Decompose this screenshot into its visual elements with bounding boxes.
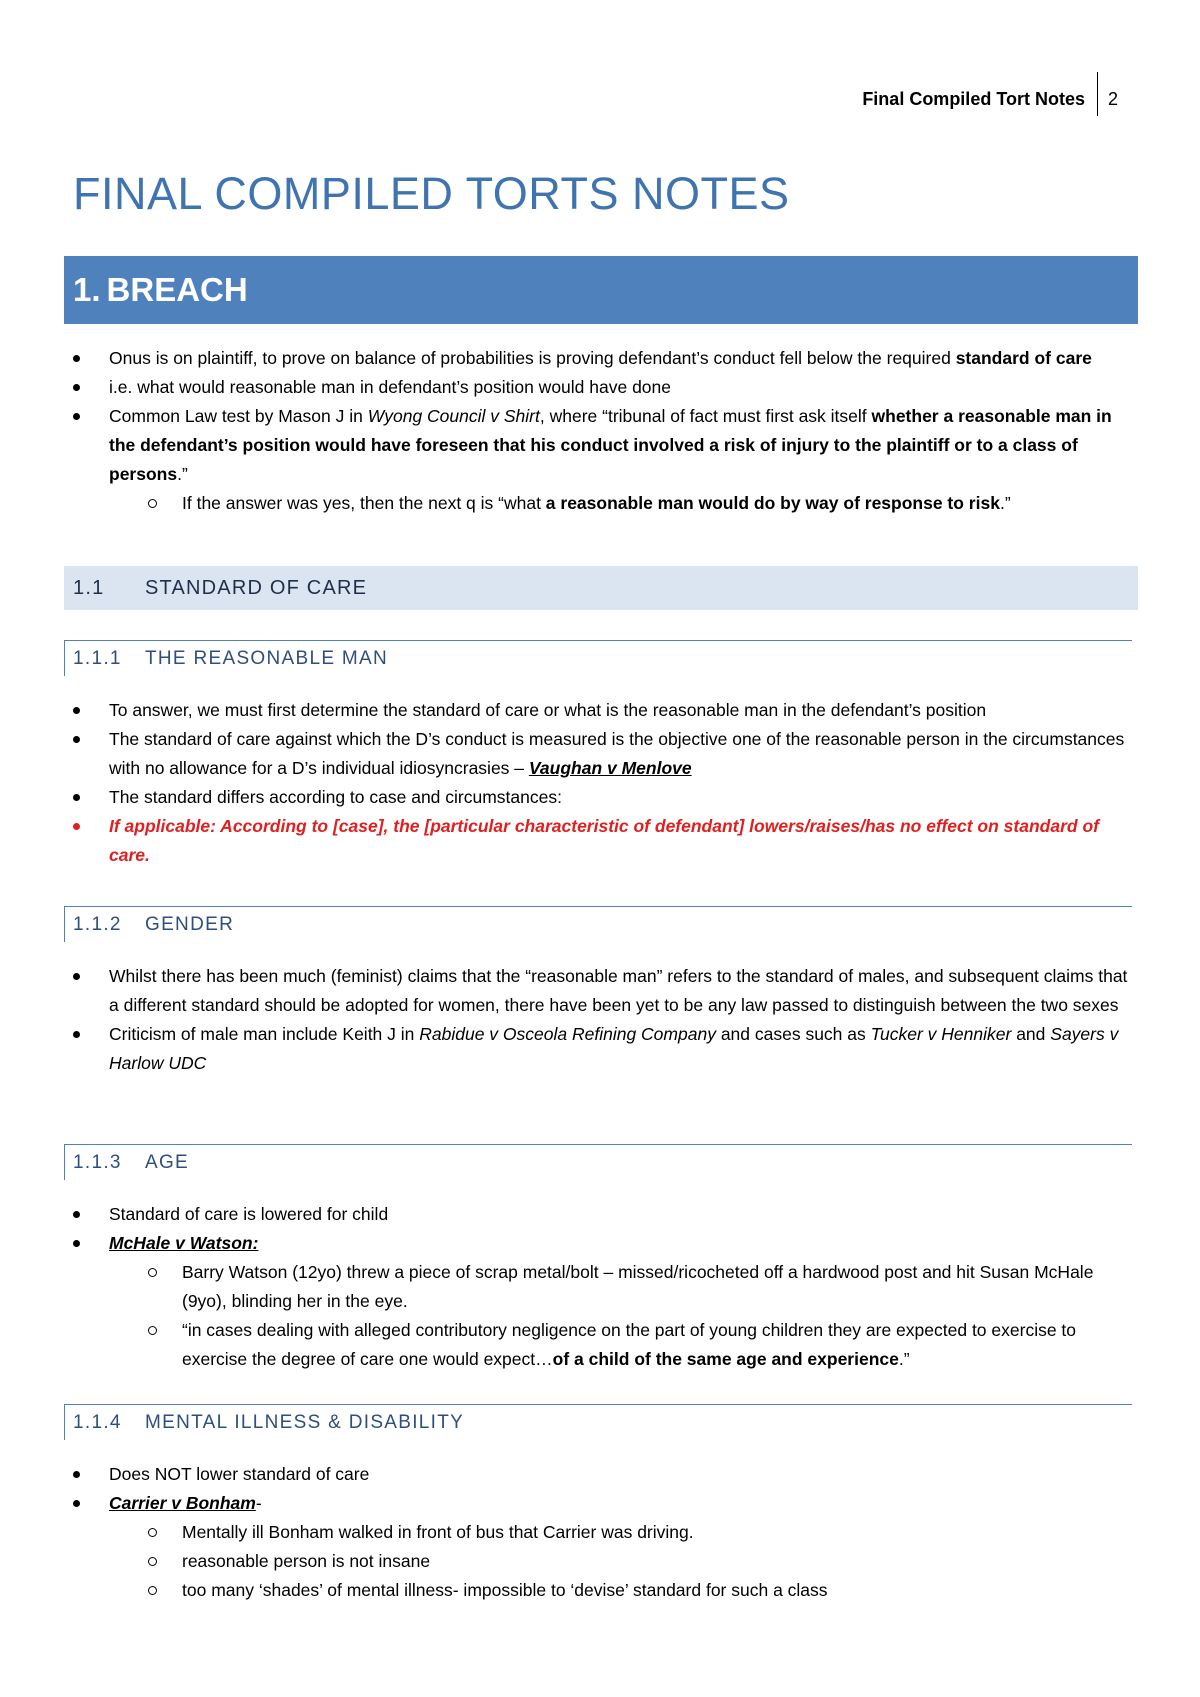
list-item: too many ‘shades’ of mental illness- impossible to ‘devise’ standard for such a class [0,1576,1200,1605]
heading-age: 1.1.3 AGE [64,1144,1132,1180]
running-title: Final Compiled Tort Notes [862,88,1085,109]
heading-mental-illness: 1.1.4 MENTAL ILLNESS & DISABILITY [64,1404,1132,1440]
heading-text: BREACH [106,271,248,308]
bullet-icon [73,413,80,420]
list-item: Onus is on plaintiff, to prove on balance of probabilities is proving defendant’s conduct fell below the required standard of care [0,344,1200,373]
list-item: If the answer was yes, then the next q is “what a reasonable man would do by way of response to risk.” [0,489,1200,518]
list-item: If applicable: According to [case], the [particular characteristic of defendant] lowers/raises/has no effect on standard of care. [0,812,1200,870]
sub-bullet-icon [148,1528,157,1537]
bullet-icon [73,1031,80,1038]
bullet-icon [73,973,80,980]
list-item: Carrier v Bonham- [0,1489,1200,1518]
page-number: 2 [1107,88,1118,109]
list-item: Does NOT lower standard of care [0,1460,1200,1489]
gender-list [0,962,1200,1078]
mental-illness-list [0,1460,1200,1605]
sub-bullet-icon [148,1586,157,1595]
bullet-icon [73,1471,80,1478]
list-item: The standard of care against which the D’s conduct is measured is the objective one of the reasonable person in the circumstances with no allowance for a D’s individual idiosyncrasies – Vaughan v Menlove [0,725,1200,783]
list-item: Barry Watson (12yo) threw a piece of scrap metal/bolt – missed/ricocheted off a hardwood post and hit Susan McHale (9yo), blinding her in the eye. [0,1258,1200,1316]
bullet-icon [73,736,80,743]
heading-number: 1. [73,271,101,308]
age-list [0,1200,1200,1374]
bullet-icon [73,1211,80,1218]
bullet-icon [73,355,80,362]
bullet-icon [73,1240,80,1247]
list-item: Criticism of male man include Keith J in Rabidue v Osceola Refining Company and cases such as Tucker v Henniker and Sayers v Harlow UDC [0,1020,1200,1078]
running-header [862,82,1118,116]
sub-bullet-icon [148,499,157,508]
heading-breach [64,256,1138,324]
list-item: To answer, we must first determine the standard of care or what is the reasonable man in the defendant’s position [0,696,1200,725]
heading-reasonable-man: 1.1.1 THE REASONABLE MAN [64,640,1132,676]
bullet-icon [73,794,80,801]
reasonable-man-list [0,696,1200,870]
list-item: reasonable person is not insane [0,1547,1200,1576]
bullet-icon [73,384,80,391]
list-item: Whilst there has been much (feminist) claims that the “reasonable man” refers to the standard of males, and subsequent claims that a different standard should be adopted for women, there have been yet to be any law passed to distinguish between the two sexes [0,962,1200,1020]
sub-bullet-icon [148,1268,157,1277]
list-item: i.e. what would reasonable man in defendant’s position would have done [0,373,1200,402]
heading-standard-of-care: 1.1 STANDARD OF CARE [64,566,1138,610]
list-item: Standard of care is lowered for child [0,1200,1200,1229]
document-title: FINAL COMPILED TORTS NOTES [73,168,790,219]
heading-gender: 1.1.2 GENDER [64,906,1132,942]
list-item: McHale v Watson: [0,1229,1200,1258]
list-item: Mentally ill Bonham walked in front of bus that Carrier was driving. [0,1518,1200,1547]
list-item: The standard differs according to case and circumstances: [0,783,1200,812]
bullet-icon [73,707,80,714]
list-item: Common Law test by Mason J in Wyong Council v Shirt, where “tribunal of fact must first ask itself whether a reasonable man in the defendant’s position would have foreseen that his conduct involved a risk of injury to the plaintiff or to a class of persons.” [0,402,1200,489]
bullet-icon [73,823,80,830]
list-item: “in cases dealing with alleged contributory negligence on the part of young children they are expected to exercise to exercise the degree of care one would expect…of a child of the same age and experience.” [0,1316,1200,1374]
sub-bullet-icon [148,1326,157,1335]
sub-bullet-icon [148,1557,157,1566]
bullet-icon [73,1500,80,1507]
breach-list [0,344,1200,518]
